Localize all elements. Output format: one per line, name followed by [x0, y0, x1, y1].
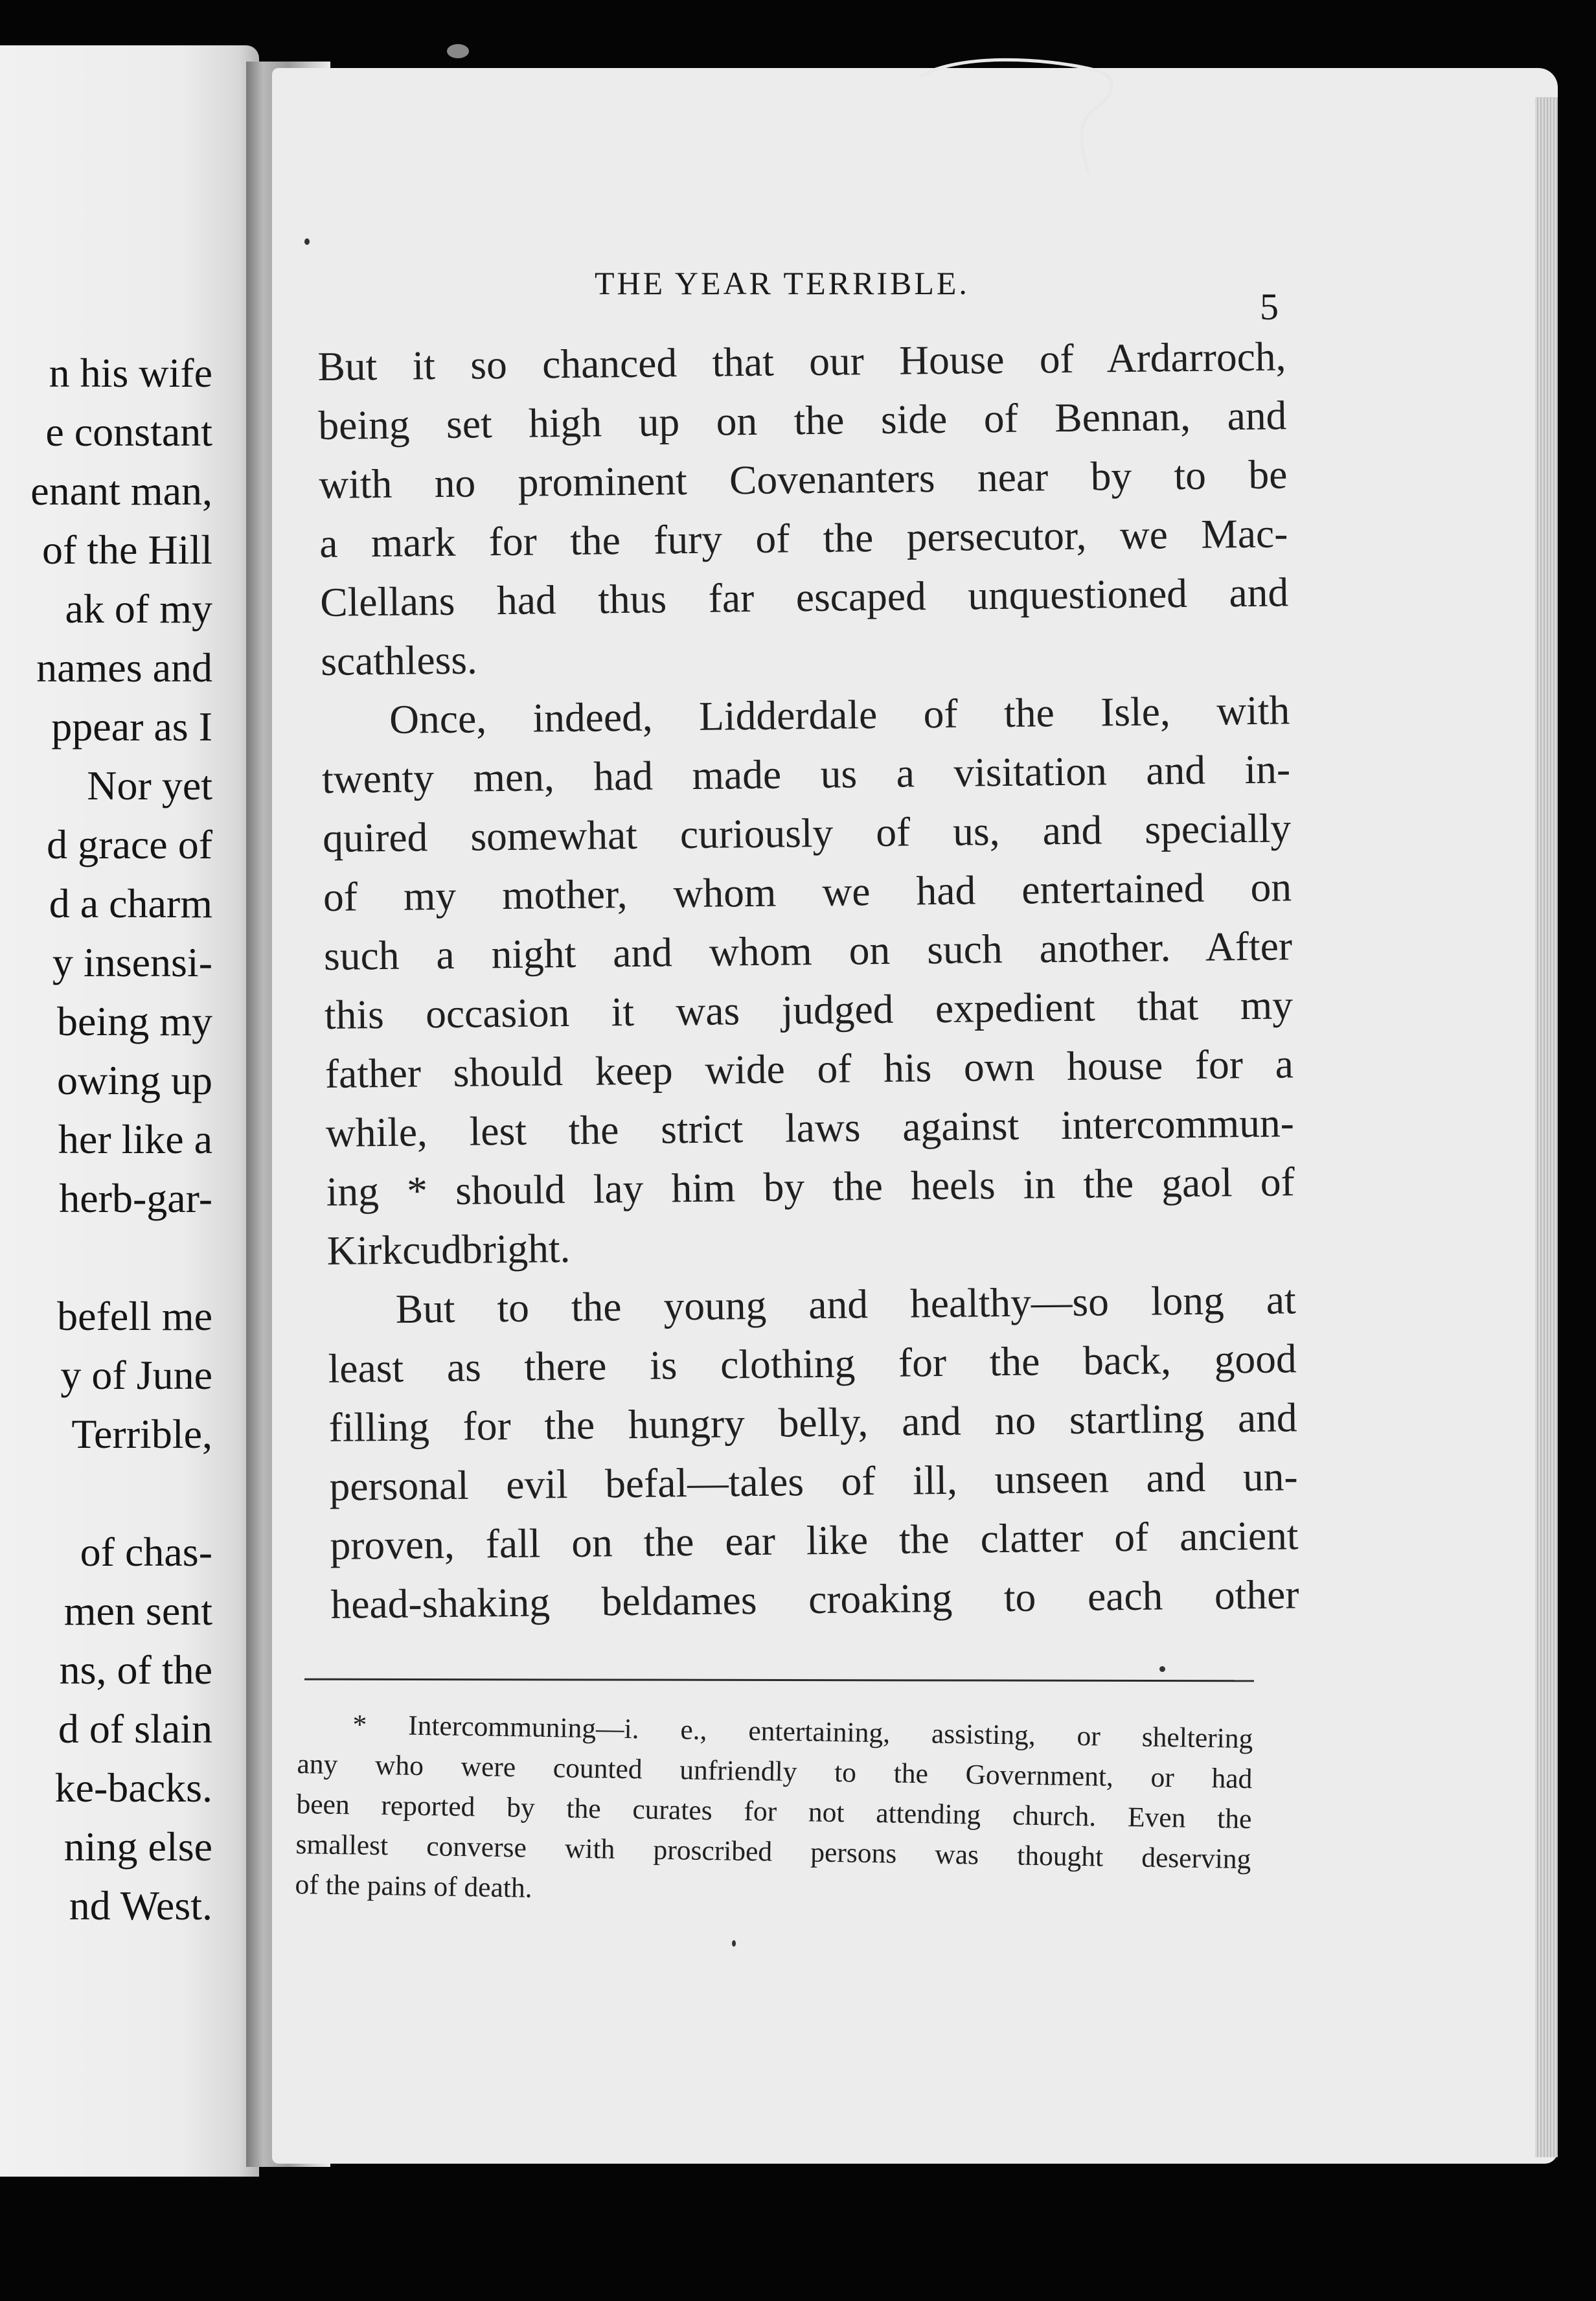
body-line: Kirkcudbright. — [326, 1224, 571, 1274]
left-fragment-line: d grace of — [47, 821, 212, 867]
left-fragment-line: ns, of the — [59, 1647, 212, 1693]
page-number: 5 — [1260, 286, 1279, 328]
stray-thread — [900, 57, 1146, 174]
left-fragment-line: y of June — [60, 1352, 212, 1398]
dust-speck — [732, 1940, 736, 1947]
body-line: with no prominent Covenanters near by to be — [319, 451, 1288, 507]
footnote-line: of the pains of death. — [295, 1868, 532, 1904]
body-text — [317, 326, 1299, 1634]
footnote-line: any who were counted unfriendly to the Government, or had — [297, 1748, 1253, 1795]
left-fragment-line: herb-gar- — [59, 1175, 212, 1221]
left-fragment-line: Terrible, — [71, 1411, 212, 1457]
body-line: such a night and whom on such another. After — [323, 922, 1293, 979]
body-line: Once, indeed, Lidderdale of the Isle, with — [389, 687, 1290, 742]
left-fragment-line: nd West. — [69, 1883, 212, 1929]
body-line: of my mother, whom we had entertained on — [323, 864, 1292, 920]
body-line: being set high up on the side of Bennan, and — [318, 392, 1287, 448]
left-fragment-line: d a charm — [49, 880, 212, 926]
left-fragment-line: ak of my — [65, 586, 212, 632]
left-fragment-line: ning else — [63, 1824, 212, 1870]
left-fragment-line: men sent — [63, 1588, 212, 1634]
left-fragment-line: d of slain — [58, 1706, 212, 1752]
dust-speck — [304, 238, 310, 245]
left-fragment-line: of chas- — [80, 1529, 212, 1575]
body-line: twenty men, had made us a visitation and in- — [321, 746, 1291, 802]
dust-speck — [447, 44, 469, 58]
left-fragment-line: ppear as I — [51, 704, 212, 750]
body-line: father should keep wide of his own house for a — [325, 1040, 1294, 1097]
body-line: proven, fall on the ear like the clatter of ancient — [330, 1512, 1299, 1568]
left-fragment-line: her like a — [58, 1116, 212, 1162]
left-fragment-line: owing up — [57, 1057, 212, 1103]
dust-speck — [1159, 1666, 1165, 1672]
running-head: THE YEAR TERRIBLE. — [595, 265, 970, 301]
left-fragment-line: enant man, — [30, 468, 212, 514]
left-fragment-line: being my — [57, 998, 212, 1044]
body-line: while, lest the strict laws against intercommun- — [325, 1099, 1295, 1156]
page-fore-edge — [1535, 97, 1558, 2157]
left-fragment-line: ke-backs. — [54, 1765, 212, 1811]
left-fragment-line: e constant — [45, 409, 212, 455]
body-line: scathless. — [320, 636, 478, 684]
left-fragment-line: Nor yet — [87, 762, 212, 808]
body-line: filling for the hungry belly, and no startling and — [328, 1394, 1297, 1450]
body-line: this occasion it was judged expedient that my — [324, 981, 1294, 1038]
body-line: least as there is clothing for the back, good — [328, 1335, 1297, 1391]
body-line: head-shaking beldames croaking to each other — [330, 1571, 1299, 1627]
body-line: But to the young and healthy—so long at — [395, 1276, 1297, 1332]
footnote-line: smallest converse with proscribed persons was thought deserving — [295, 1828, 1251, 1875]
footnote-line: * Intercommuning—i. e., entertaining, assisting, or sheltering — [352, 1709, 1253, 1755]
body-line: quired somewhat curiously of us, and specially — [322, 805, 1292, 861]
left-fragment-line: befell me — [57, 1293, 212, 1339]
left-fragment-line: of the Hill — [41, 527, 212, 573]
footnote — [295, 1704, 1253, 1919]
footnote-line: been reported by the curates for not attending church. Even the — [296, 1788, 1252, 1835]
left-fragment-line: y insensi- — [52, 939, 212, 985]
body-line: a mark for the fury of the persecutor, we Mac- — [319, 510, 1288, 566]
left-fragment-line: n his wife — [49, 350, 212, 396]
body-line: But it so chanced that our House of Ardarroch, — [317, 333, 1286, 389]
body-line: personal evil befal—tales of ill, unseen and un- — [329, 1453, 1298, 1509]
body-line: Clellans had thus far escaped unquestioned and — [319, 569, 1289, 625]
left-fragment-line: names and — [36, 645, 212, 691]
body-line: ing * should lay him by the heels in the gaol of — [326, 1158, 1295, 1215]
